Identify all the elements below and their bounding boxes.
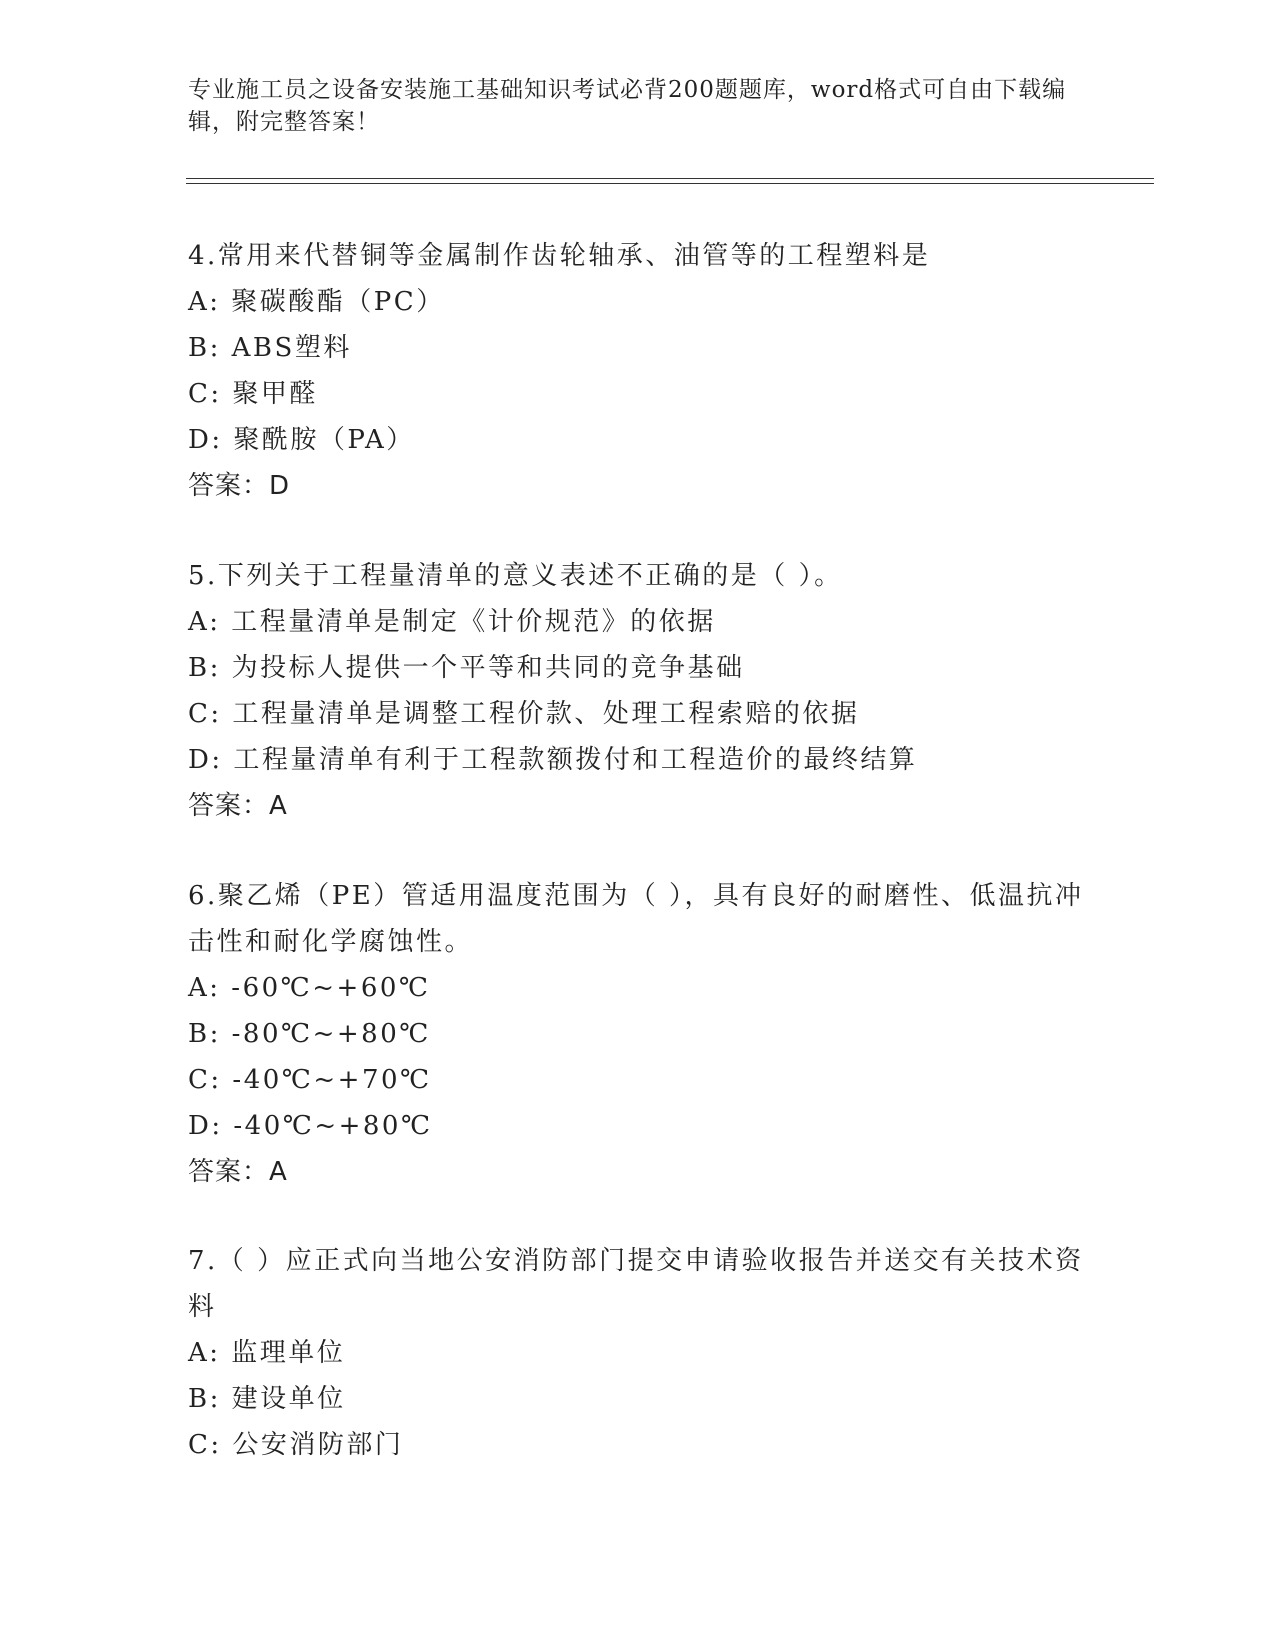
option-b: B: ABS塑料 [188,333,352,363]
option-b: B: -80℃~+80℃ [188,1019,431,1049]
question-stem: 5.下列关于工程量清单的意义表述不正确的是（ ）。 [188,561,843,591]
question-7 [188,1238,1088,1468]
option-c: C: 聚甲醛 [188,379,318,409]
question-5 [188,553,1088,829]
question-6 [188,873,1088,1195]
answer: 答案：A [188,791,288,821]
option-d: D: 聚酰胺（PA） [188,425,415,455]
option-b: B: 建设单位 [188,1384,346,1414]
option-a: A: 监理单位 [188,1338,346,1368]
option-c: C: 公安消防部门 [188,1430,404,1460]
question-4 [188,233,1088,509]
answer: 答案：D [188,471,291,501]
question-stem: 7.（ ）应正式向当地公安消防部门提交申请验收报告并送交有关技术资料 [188,1246,1084,1322]
header-divider-top [186,178,1154,179]
document-header: 专业施工员之设备安装施工基础知识考试必背200题题库，word格式可自由下载编辑，附完整答案！ [188,77,1067,135]
option-a: A: -60℃~+60℃ [188,973,431,1003]
option-c: C: 工程量清单是调整工程价款、处理工程索赔的依据 [188,699,860,729]
option-d: D: 工程量清单有利于工程款额拨付和工程造价的最终结算 [188,745,918,775]
option-c: C: -40℃~+70℃ [188,1065,432,1095]
option-b: B: 为投标人提供一个平等和共同的竞争基础 [188,653,745,683]
option-d: D: -40℃~+80℃ [188,1111,433,1141]
header-divider-bottom [186,183,1154,184]
question-stem: 6.聚乙烯（PE）管适用温度范围为（ ），具有良好的耐磨性、低温抗冲击性和耐化学腐蚀性。 [188,881,1084,957]
question-stem: 4.常用来代替铜等金属制作齿轮轴承、油管等的工程塑料是 [188,241,931,271]
answer: 答案：A [188,1157,288,1187]
option-a: A: 聚碳酸酯（PC） [188,287,445,317]
option-a: A: 工程量清单是制定《计价规范》的依据 [188,607,716,637]
